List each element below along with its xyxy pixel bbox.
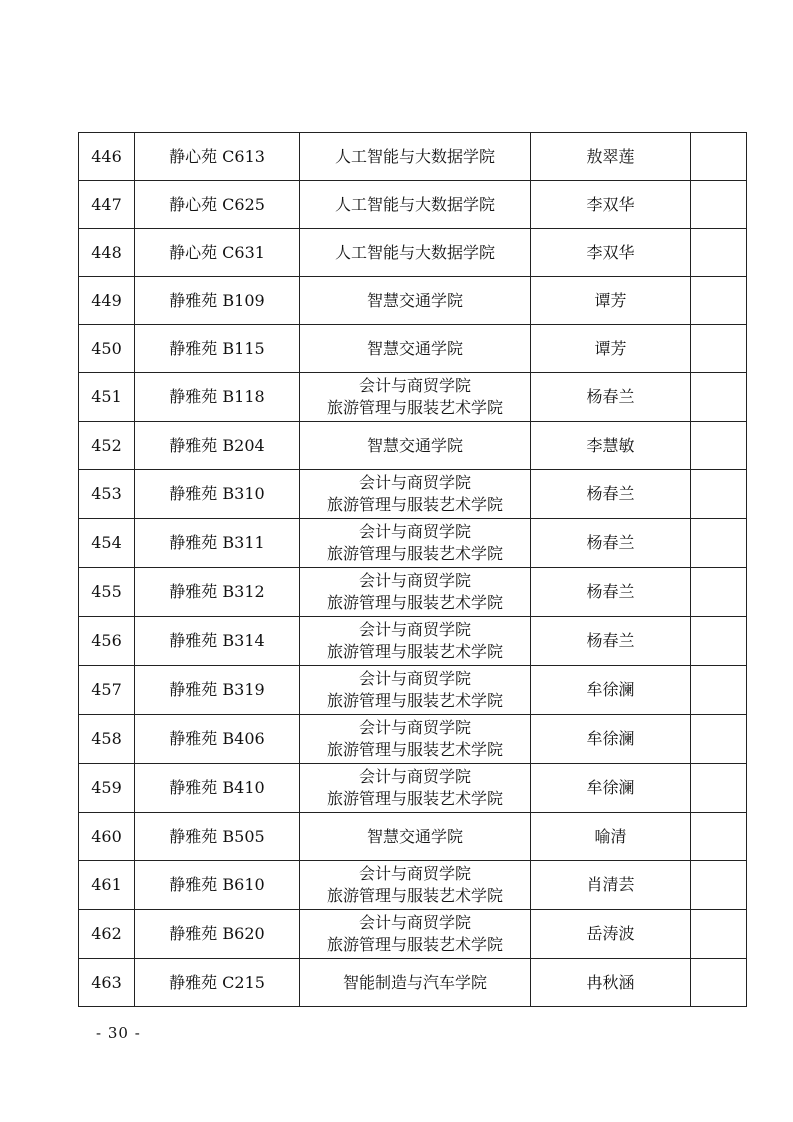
row-number-cell: 448 xyxy=(79,229,135,277)
table-row xyxy=(79,229,747,277)
room-cell: 静心苑 C613 xyxy=(135,133,300,181)
person-cell: 谭芳 xyxy=(531,277,691,325)
college-cell xyxy=(300,666,531,715)
row-number-cell: 452 xyxy=(79,422,135,470)
row-number-cell: 463 xyxy=(79,959,135,1007)
note-cell xyxy=(691,277,747,325)
college-name: 旅游管理与服装艺术学院 xyxy=(326,398,503,417)
table-row xyxy=(79,133,747,181)
table-row xyxy=(79,813,747,861)
room-cell: 静雅苑 C215 xyxy=(135,959,300,1007)
row-number-cell: 453 xyxy=(79,470,135,519)
college-name: 旅游管理与服装艺术学院 xyxy=(326,495,503,514)
college-cell xyxy=(300,617,531,666)
note-cell xyxy=(691,229,747,277)
college-name: 智慧交通学院 xyxy=(366,826,463,846)
college-cell xyxy=(300,519,531,568)
note-cell xyxy=(691,181,747,229)
note-cell xyxy=(691,568,747,617)
row-number-cell: 462 xyxy=(79,910,135,959)
row-number-cell: 461 xyxy=(79,861,135,910)
college-name: 人工智能与大数据学院 xyxy=(334,194,495,214)
college-cell xyxy=(300,568,531,617)
table-row xyxy=(79,959,747,1007)
room-cell: 静雅苑 B505 xyxy=(135,813,300,861)
room-cell: 静雅苑 B310 xyxy=(135,470,300,519)
college-name: 会计与商贸学院 xyxy=(358,669,471,688)
table-row xyxy=(79,373,747,422)
note-cell xyxy=(691,813,747,861)
row-number-cell: 457 xyxy=(79,666,135,715)
table-row xyxy=(79,715,747,764)
row-number-cell: 446 xyxy=(79,133,135,181)
table-row xyxy=(79,422,747,470)
person-cell: 谭芳 xyxy=(531,325,691,373)
room-cell: 静雅苑 B410 xyxy=(135,764,300,813)
college-cell xyxy=(300,861,531,910)
dormitory-assignment-table xyxy=(78,132,747,1007)
person-cell: 肖清芸 xyxy=(531,861,691,910)
college-name: 智慧交通学院 xyxy=(366,435,463,455)
note-cell xyxy=(691,861,747,910)
person-cell: 杨春兰 xyxy=(531,617,691,666)
person-cell: 杨春兰 xyxy=(531,568,691,617)
college-name: 旅游管理与服装艺术学院 xyxy=(326,935,503,954)
college-cell xyxy=(300,277,531,325)
person-cell: 牟徐澜 xyxy=(531,764,691,813)
note-cell xyxy=(691,959,747,1007)
college-name: 会计与商贸学院 xyxy=(358,620,471,639)
room-cell: 静雅苑 B620 xyxy=(135,910,300,959)
row-number-cell: 449 xyxy=(79,277,135,325)
table-row xyxy=(79,666,747,715)
row-number-cell: 454 xyxy=(79,519,135,568)
college-name: 旅游管理与服装艺术学院 xyxy=(326,642,503,661)
note-cell xyxy=(691,764,747,813)
row-number-cell: 460 xyxy=(79,813,135,861)
person-cell: 敖翠莲 xyxy=(531,133,691,181)
room-cell: 静雅苑 B319 xyxy=(135,666,300,715)
person-cell: 李双华 xyxy=(531,181,691,229)
person-cell: 杨春兰 xyxy=(531,519,691,568)
note-cell xyxy=(691,666,747,715)
room-cell: 静雅苑 B109 xyxy=(135,277,300,325)
table-row xyxy=(79,519,747,568)
person-cell: 喻清 xyxy=(531,813,691,861)
college-name: 人工智能与大数据学院 xyxy=(334,242,495,262)
college-name: 会计与商贸学院 xyxy=(358,473,471,492)
room-cell: 静雅苑 B312 xyxy=(135,568,300,617)
college-cell xyxy=(300,373,531,422)
college-cell xyxy=(300,229,531,277)
college-cell xyxy=(300,715,531,764)
college-name: 旅游管理与服装艺术学院 xyxy=(326,544,503,563)
room-cell: 静心苑 C631 xyxy=(135,229,300,277)
table-row xyxy=(79,181,747,229)
person-cell: 牟徐澜 xyxy=(531,666,691,715)
college-cell xyxy=(300,325,531,373)
table-row xyxy=(79,617,747,666)
table-body xyxy=(79,133,747,1007)
row-number-cell: 450 xyxy=(79,325,135,373)
table-row xyxy=(79,910,747,959)
room-cell: 静雅苑 B314 xyxy=(135,617,300,666)
table-row xyxy=(79,764,747,813)
note-cell xyxy=(691,422,747,470)
row-number-cell: 451 xyxy=(79,373,135,422)
college-name: 智能制造与汽车学院 xyxy=(342,972,487,992)
table-row xyxy=(79,325,747,373)
college-name: 会计与商贸学院 xyxy=(358,718,471,737)
college-name: 人工智能与大数据学院 xyxy=(334,146,495,166)
college-name: 旅游管理与服装艺术学院 xyxy=(326,691,503,710)
college-name: 旅游管理与服装艺术学院 xyxy=(326,886,503,905)
row-number-cell: 458 xyxy=(79,715,135,764)
room-cell: 静雅苑 B610 xyxy=(135,861,300,910)
college-name: 会计与商贸学院 xyxy=(358,522,471,541)
note-cell xyxy=(691,373,747,422)
college-name: 智慧交通学院 xyxy=(366,338,463,358)
room-cell: 静雅苑 B118 xyxy=(135,373,300,422)
college-name: 旅游管理与服装艺术学院 xyxy=(326,740,503,759)
table-row xyxy=(79,861,747,910)
college-name: 会计与商贸学院 xyxy=(358,767,471,786)
person-cell: 牟徐澜 xyxy=(531,715,691,764)
college-name: 旅游管理与服装艺术学院 xyxy=(326,789,503,808)
person-cell: 杨春兰 xyxy=(531,373,691,422)
person-cell: 李慧敏 xyxy=(531,422,691,470)
college-cell xyxy=(300,181,531,229)
row-number-cell: 447 xyxy=(79,181,135,229)
room-cell: 静雅苑 B115 xyxy=(135,325,300,373)
table-row xyxy=(79,277,747,325)
room-cell: 静雅苑 B204 xyxy=(135,422,300,470)
note-cell xyxy=(691,519,747,568)
person-cell: 李双华 xyxy=(531,229,691,277)
row-number-cell: 455 xyxy=(79,568,135,617)
table-row xyxy=(79,568,747,617)
college-cell xyxy=(300,764,531,813)
room-cell: 静雅苑 B311 xyxy=(135,519,300,568)
college-name: 会计与商贸学院 xyxy=(358,864,471,883)
person-cell: 冉秋涵 xyxy=(531,959,691,1007)
note-cell xyxy=(691,715,747,764)
room-cell: 静心苑 C625 xyxy=(135,181,300,229)
college-cell xyxy=(300,813,531,861)
college-name: 会计与商贸学院 xyxy=(358,571,471,590)
table-row xyxy=(79,470,747,519)
row-number-cell: 459 xyxy=(79,764,135,813)
person-cell: 杨春兰 xyxy=(531,470,691,519)
college-cell xyxy=(300,910,531,959)
college-cell xyxy=(300,422,531,470)
college-name: 会计与商贸学院 xyxy=(358,913,471,932)
college-cell xyxy=(300,133,531,181)
college-cell xyxy=(300,959,531,1007)
college-cell xyxy=(300,470,531,519)
note-cell xyxy=(691,325,747,373)
page-number: - 30 - xyxy=(96,1024,141,1042)
note-cell xyxy=(691,910,747,959)
room-cell: 静雅苑 B406 xyxy=(135,715,300,764)
college-name: 旅游管理与服装艺术学院 xyxy=(326,593,503,612)
college-name: 智慧交通学院 xyxy=(366,290,463,310)
note-cell xyxy=(691,470,747,519)
note-cell xyxy=(691,133,747,181)
note-cell xyxy=(691,617,747,666)
person-cell: 岳涛波 xyxy=(531,910,691,959)
row-number-cell: 456 xyxy=(79,617,135,666)
college-name: 会计与商贸学院 xyxy=(358,376,471,395)
